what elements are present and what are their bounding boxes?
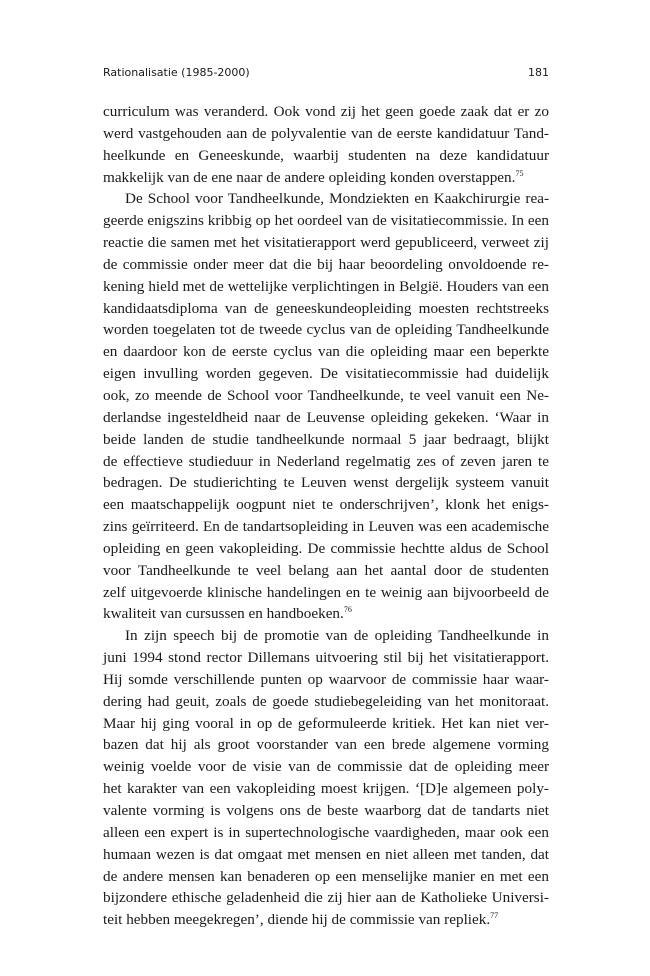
text-line: bedragen. De studierichting te Leuven wenst dergelijk systeem vanuit — [103, 474, 549, 492]
text-line: geerde enigszins kribbig op het oordeel van de visitatiecommissie. In een — [103, 212, 549, 230]
footnote-ref: 77 — [490, 911, 499, 921]
text-line: het karakter van een vakopleiding moest krijgen. ‘[D]e algemeen poly- — [103, 780, 549, 798]
footnote-ref: 76 — [343, 605, 352, 615]
body-text — [103, 101, 549, 931]
text-line: en daardoor kon de eerste cyclus van die opleiding maar een beperkte — [103, 343, 549, 361]
text-line — [103, 603, 549, 625]
text-line — [103, 167, 549, 189]
text-line: alleen een expert is in supertechnologische vaardigheden, maar ook een — [103, 823, 549, 841]
paragraph-3 — [103, 625, 549, 931]
text-line: werd vastgehouden aan de polyvalentie van de eerste kandidatuur Tand- — [103, 124, 549, 142]
footnote-ref: 75 — [515, 168, 524, 178]
text-line: voor Tandheelkunde te veel belang aan het aantal door de studenten — [103, 561, 549, 579]
line-text: makkelijk van de ene naar de andere opleiding konden overstappen. — [103, 168, 516, 186]
text-line: kandidaatsdiploma van de geneeskundeopleiding moesten rechtstreeks — [103, 299, 549, 317]
text-line: worden toegelaten tot de tweede cyclus van de opleiding Tandheelkunde — [103, 321, 549, 339]
line-text: kwaliteit van cursussen en handboeken. — [103, 605, 344, 623]
text-line: valente vorming is volgens ons de beste waarborg dat de tandarts niet — [103, 802, 549, 819]
text-line: In zijn speech bij de promotie van de opleiding Tandheelkunde in — [125, 627, 549, 645]
text-line: beide landen de studie tandheelkunde normaal 5 jaar bedraagt, blijkt — [103, 430, 549, 448]
text-line: curriculum was veranderd. Ook vond zij het geen goede zaak dat er zo — [103, 103, 549, 120]
text-line: humaan wezen is dat omgaat met mensen en niet alleen met tanden, dat — [103, 845, 549, 863]
text-line: bijzondere ethische geladenheid die zij hier aan de Katholieke Universi- — [103, 889, 549, 907]
text-line: dering had geuit, zoals de goede studiebegeleiding van het monitoraat. — [103, 692, 549, 710]
text-line: eigen invulling worden gegeven. De visitatiecommissie had duidelijk — [103, 365, 549, 383]
text-line: een maatschappelijk oogpunt niet te onderschrijven’, klonk het enigs- — [103, 496, 549, 514]
text-line: Maar hij ging vooral in op de geformuleerde kritiek. Het kan niet ver- — [103, 714, 549, 732]
text-line: de andere mensen kan benaderen op een menselijke manier en met een — [103, 867, 549, 885]
text-line: heelkunde en Geneeskunde, waarbij studenten na deze kandidatuur — [103, 146, 549, 164]
text-line: Hij somde verschillende punten op waarvoor de commissie haar waar- — [103, 670, 549, 688]
text-line: de effectieve studieduur in Nederland regelmatig zes of zeven jaren te — [103, 452, 549, 470]
line-text: teit hebben meegekregen’, diende hij de commissie van repliek. — [103, 911, 491, 929]
paragraph-1 — [103, 101, 549, 188]
text-line — [103, 909, 549, 931]
text-line: bazen dat hij als groot voorstander van een brede algemene vorming — [103, 736, 549, 754]
text-line: opleiding en geen vakopleiding. De commissie hechtte aldus de School — [103, 539, 549, 557]
text-line: zins geïrriteerd. En de tandartsopleiding in Leuven was een academische — [103, 518, 549, 536]
running-head — [103, 66, 549, 79]
text-line: ook, zo meende de School voor Tandheelkunde, te veel vanuit een Ne- — [103, 386, 549, 404]
text-line: zelf uitgevoerde klinische handelingen en te weinig aan bijvoorbeeld de — [103, 583, 549, 601]
text-line: kening hield met de wettelijke verplichtingen in België. Houders van een — [103, 277, 549, 295]
text-line: De School voor Tandheelkunde, Mondziekten en Kaakchirurgie rea- — [125, 190, 549, 208]
text-line: juni 1994 stond rector Dillemans uitvoering stil bij het visitatierapport. — [103, 649, 549, 667]
text-line: derlandse ingesteldheid naar de Leuvense opleiding gekeken. ‘Waar in — [103, 408, 549, 426]
text-line: weinig voelde voor de visie van de commissie dat de opleiding meer — [103, 758, 549, 776]
page-number: 181 — [528, 66, 549, 79]
chapter-title: Rationalisatie (1985-2000) — [103, 66, 250, 79]
text-line: reactie die samen met het visitatierapport werd gepubliceerd, verweet zij — [103, 234, 549, 252]
paragraph-2 — [103, 188, 549, 625]
text-line: de commissie onder meer dat die bij haar beoordeling onvoldoende re- — [103, 255, 549, 273]
